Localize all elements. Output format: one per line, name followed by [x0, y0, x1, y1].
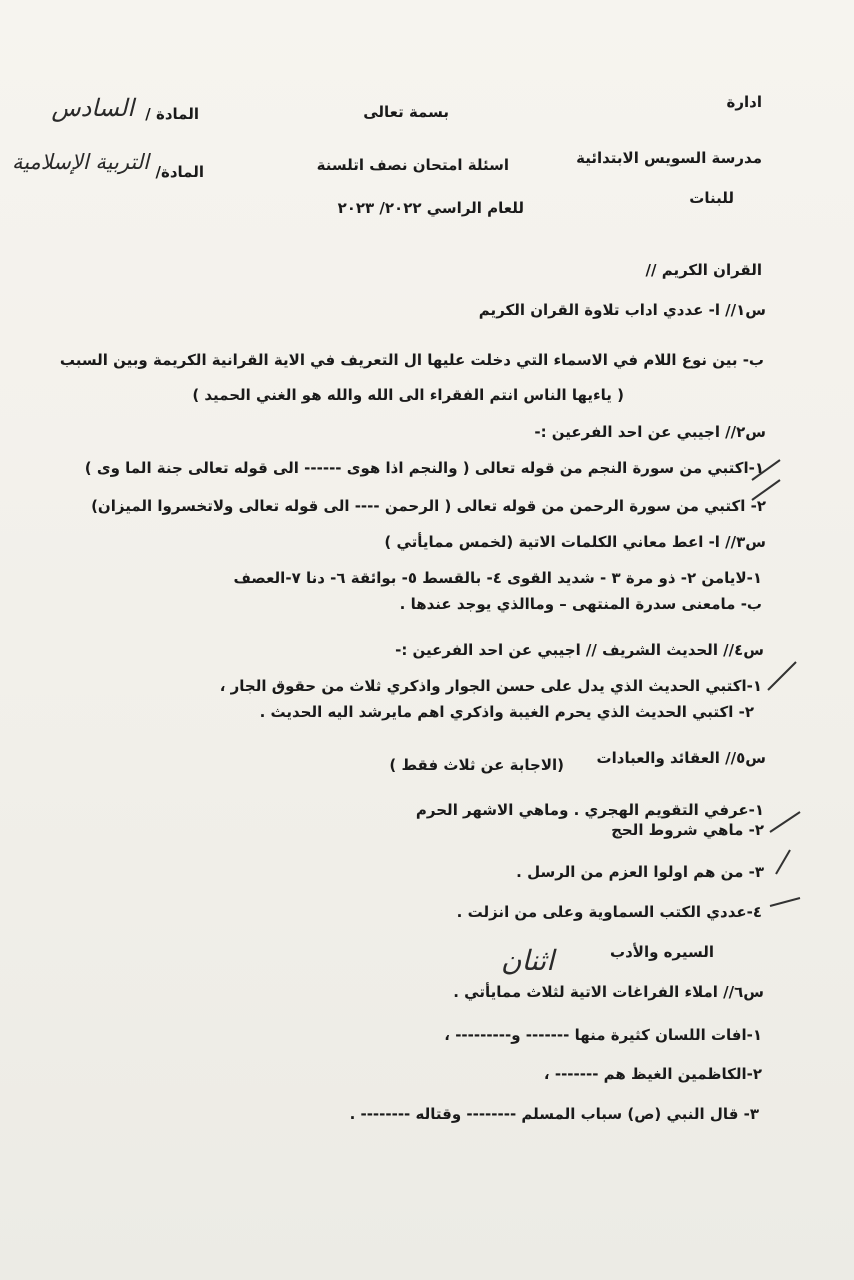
question-2-option-1: ١-اكتبي من سورة النجم من قوله تعالى ( والنجم اذا هوى ------ الى قوله تعالى جنة الما وى ): [84, 459, 764, 477]
question-1a: س١// ا- عددي اداب تلاوة القران الكريم: [478, 301, 766, 319]
question-5: س٥// العقائد والعبادات: [596, 749, 766, 767]
header-grade-value: السادس: [51, 94, 134, 122]
question-2-option-2: ٢- اكتبي من سورة الرحمن من قوله تعالى ( الرحمن ---- الى قوله تعالى ولاتخسروا الميزان): [91, 497, 766, 515]
question-4-option-2: ٢- اكتبي الحديث الذي يحرم الغيبة واذكري اهم مايرشد اليه الحديث .: [259, 703, 754, 721]
question-5-item-2: ٢- ماهي شروط الحج: [611, 821, 764, 839]
header-year: للعام الراسي ٢٠٢٢/ ٢٠٢٣: [337, 199, 524, 217]
question-6-item-2: ٢-الكاظمين الغيظ هم ------- ،: [543, 1065, 762, 1083]
section-seera-title: السيره والأدب: [610, 943, 714, 961]
header-subject-label: المادة/: [155, 163, 204, 181]
header-school: مدرسة السويس الابتدائية: [576, 149, 762, 167]
question-3-b: ب- مامعنى سدرة المنتهى – وماالذي يوجد عندها .: [399, 595, 762, 613]
header-exam-title: اسئلة امتحان نصف اتلسنة: [316, 156, 509, 174]
question-2: س٢// اجيبي عن احد الفرعين :-: [534, 423, 766, 441]
question-1b-verse: ( ياءيها الناس انتم الفقراء الى الله والله هو الغني الحميد ): [192, 386, 624, 404]
header-basmala: بسمة تعالى: [363, 103, 449, 121]
header-admin: ادارة: [726, 93, 762, 111]
question-1b: ب- بين نوع اللام في الاسماء التي دخلت عليها ال التعريف في الاية القرانية الكريمة وبين السبب: [59, 351, 764, 369]
question-6: س٦// املاء الفراغات الاتية لثلاث ممايأتي .: [453, 983, 764, 1001]
header-subject-value: التربية الإسلامية: [11, 150, 149, 174]
header-grade-label: المادة /: [145, 105, 199, 123]
question-3: س٣// ا- اعط معاني الكلمات الاتية (لخمس ممايأتي ): [384, 533, 766, 551]
question-5-item-1: ١-عرفي التقويم الهجري . وماهي الاشهر الحرم: [415, 801, 764, 819]
section-quran-title: القران الكريم //: [645, 261, 762, 279]
header-school-sub: للبنات: [689, 189, 734, 207]
question-4-option-1: ١-اكتبي الحديث الذي يدل على حسن الجوار واذكري ثلاث من حقوق الجار ،: [219, 677, 762, 695]
question-4: س٤// الحديث الشريف // اجيبي عن احد الفرعين :-: [395, 641, 764, 659]
question-3-words: ١-لايامن ٢- ذو مرة ٣ - شديد القوى ٤- بالقسط ٥- بوائقة ٦- دنا ٧-العصف: [233, 569, 762, 587]
question-5-item-3: ٣- من هم اولوا العزم من الرسل .: [516, 863, 764, 881]
question-6-item-3: ٣- قال النبي (ص) سباب المسلم -------- وقتاله -------- .: [349, 1105, 759, 1123]
question-6-item-1: ١-افات اللسان كثيرة منها ------- و--------- ،: [444, 1026, 762, 1044]
question-5-note: (الاجابة عن ثلاث فقط ): [389, 756, 564, 774]
seera-handwritten-note: اثنان: [500, 944, 554, 977]
question-5-item-4: ٤-عددي الكتب السماوية وعلى من انزلت .: [456, 903, 762, 921]
